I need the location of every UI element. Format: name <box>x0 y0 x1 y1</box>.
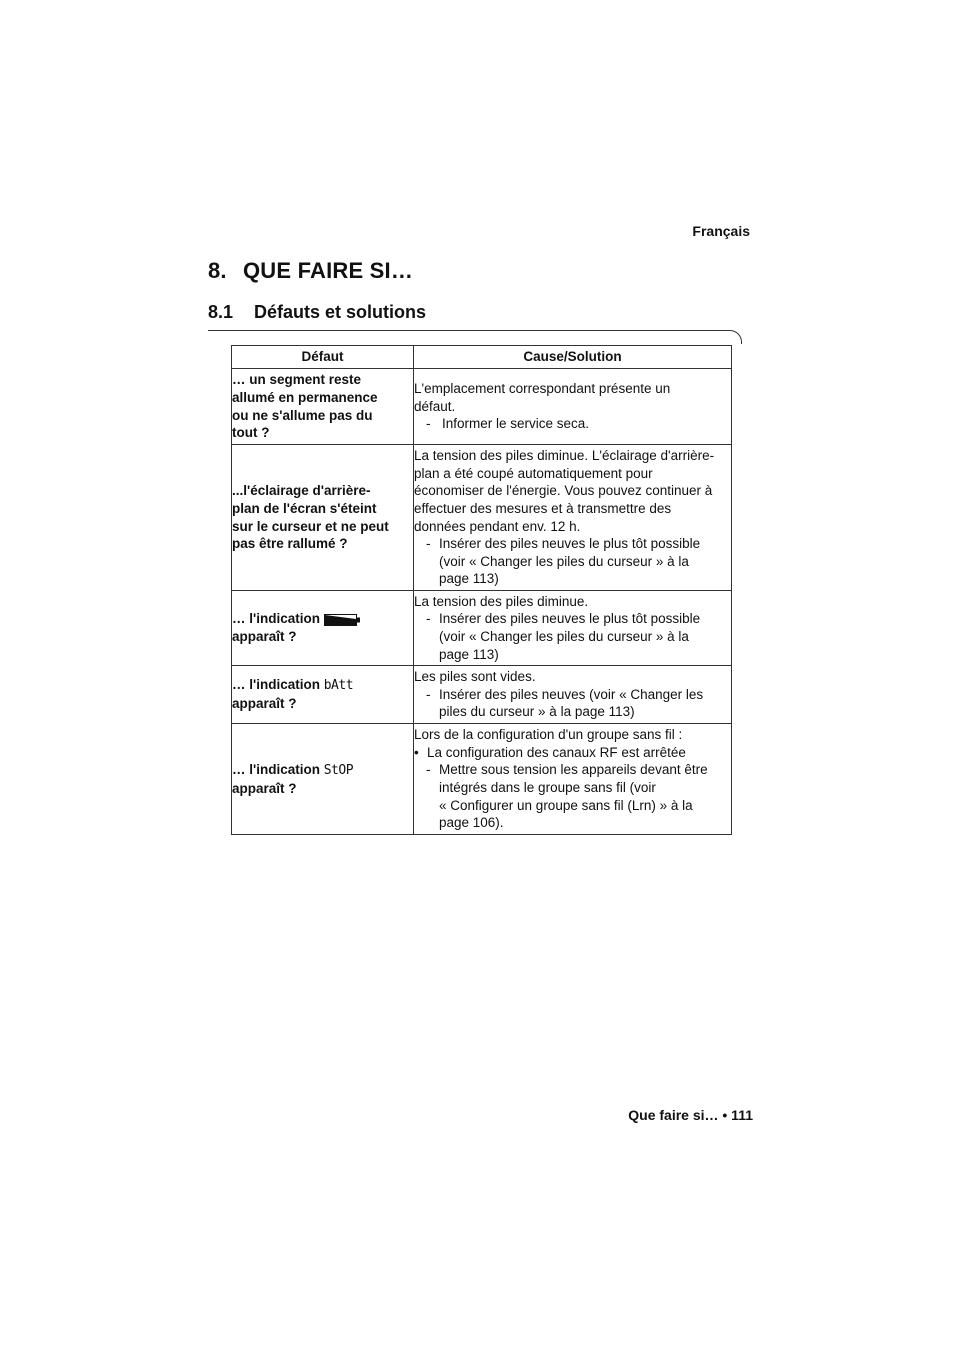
chapter-title: QUE FAIRE SI… <box>243 258 414 283</box>
defect-cell <box>232 369 414 445</box>
defect-prefix: … l'indication <box>232 677 320 693</box>
table-row <box>232 369 732 445</box>
solution-item <box>414 761 731 831</box>
solution-item <box>414 415 731 433</box>
table-row <box>232 591 732 666</box>
defect-line: tout ? <box>232 425 270 441</box>
solution-text: Insérer des piles neuves (voir « Changer les <box>439 686 704 702</box>
defect-prefix: … l'indication <box>232 761 320 777</box>
display-code-batt: bAtt <box>323 678 354 694</box>
solution-text: Mettre sous tension les appareils devant être <box>439 762 708 778</box>
table-row <box>232 724 732 835</box>
cause-line: La tension des piles diminue. <box>414 593 589 609</box>
section-rule <box>208 330 742 344</box>
defect-line: apparaît ? <box>232 696 297 711</box>
defect-prefix: … l'indication <box>232 611 320 627</box>
solution-item <box>414 686 731 721</box>
defect-line: plan de l'écran s'éteint <box>232 500 377 516</box>
solution-text: Insérer des piles neuves le plus tôt possible <box>439 611 701 627</box>
solution-text: (voir « Changer les piles du curseur » à la <box>439 629 689 644</box>
solution-text: « Configurer un groupe sans fil (Lrn) » à la <box>439 797 693 813</box>
table-header-row <box>232 346 732 369</box>
defect-line: sur le curseur et ne peut <box>232 518 389 534</box>
battery-low-icon <box>324 614 360 626</box>
cause-cell <box>414 591 732 666</box>
section-heading <box>208 302 426 323</box>
solution-text: Insérer des piles neuves le plus tôt possible <box>439 536 701 552</box>
defect-line: pas être rallumé ? <box>232 536 348 552</box>
cause-cell <box>414 445 732 591</box>
cause-cell <box>414 724 732 835</box>
table-row <box>232 445 732 591</box>
solution-text: (voir « Changer les piles du curseur » à la <box>439 553 689 569</box>
defect-line: ...l'éclairage d'arrière- <box>232 483 371 499</box>
header-cause: Cause/Solution <box>414 346 732 369</box>
defect-line: apparaît ? <box>232 629 297 644</box>
cause-cell <box>414 666 732 724</box>
dash-marker: - <box>426 416 431 432</box>
solution-text: intégrés dans le groupe sans fil (voir <box>439 780 656 795</box>
dash-marker: - <box>426 611 431 627</box>
defect-line <box>232 676 413 695</box>
defect-cell <box>232 724 414 835</box>
defect-line: ou ne s'allume pas du <box>232 407 373 423</box>
defect-line: allumé en permanence <box>232 389 378 405</box>
solution-text: page 113) <box>439 646 499 662</box>
cause-line: Lors de la configuration d'un groupe sans fil : <box>414 727 683 743</box>
defect-cell <box>232 591 414 666</box>
cause-line: défaut. <box>414 398 456 414</box>
cause-line: plan a été coupé automatiquement pour <box>414 465 653 481</box>
language-label: Français <box>692 223 750 239</box>
section-number: 8.1 <box>208 302 234 322</box>
defect-line: … un segment reste <box>232 372 362 388</box>
cause-line: Les piles sont vides. <box>414 669 536 685</box>
defect-cell <box>232 666 414 724</box>
solution-text: page 106). <box>439 815 504 831</box>
cause-line: économiser de l'énergie. Vous pouvez continuer à <box>414 483 713 499</box>
solution-text: Informer le service seca. <box>442 416 590 432</box>
cause-line: données pendant env. 12 h. <box>414 518 581 534</box>
bullet-marker: • <box>414 744 419 760</box>
dash-marker: - <box>426 762 431 778</box>
cause-line: La tension des piles diminue. L'éclairage d'arrière- <box>414 448 715 464</box>
page-footer: Que faire si… • 111 <box>628 1107 753 1123</box>
table-row <box>232 666 732 724</box>
faults-table <box>231 345 732 835</box>
defect-line <box>232 610 413 628</box>
bullet-item <box>414 744 731 762</box>
chapter-heading <box>208 258 413 284</box>
solution-item <box>414 610 731 663</box>
cause-line: effectuer des mesures et à transmettre des <box>414 500 672 516</box>
defect-line: apparaît ? <box>232 780 297 796</box>
section-title: Défauts et solutions <box>254 302 427 322</box>
dash-marker: - <box>426 686 431 702</box>
bullet-text: La configuration des canaux RF est arrêtée <box>427 744 686 760</box>
display-code-stop: StOP <box>323 762 354 778</box>
dash-marker: - <box>426 536 431 552</box>
cause-line: L'emplacement correspondant présente un <box>414 381 671 397</box>
solution-item <box>414 535 731 588</box>
solution-text: piles du curseur » à la page 113) <box>439 704 635 720</box>
defect-line <box>232 761 413 780</box>
header-defect: Défaut <box>232 346 414 369</box>
chapter-number: 8. <box>208 258 227 283</box>
defect-cell <box>232 445 414 591</box>
cause-cell <box>414 369 732 445</box>
solution-text: page 113) <box>439 571 499 587</box>
